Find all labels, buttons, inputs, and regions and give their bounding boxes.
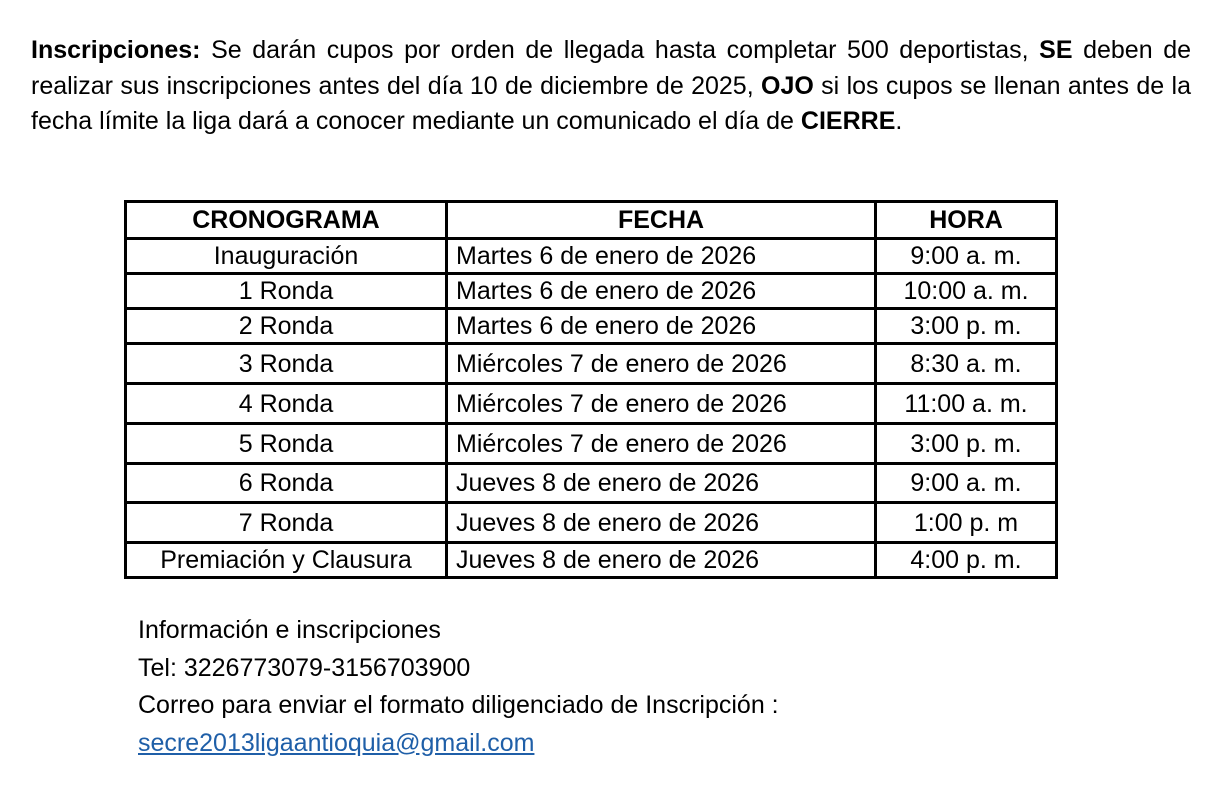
cell-cronograma: 1 Ronda	[126, 274, 447, 309]
cell-fecha: Jueves 8 de enero de 2026	[447, 464, 876, 503]
table-row	[126, 309, 1057, 344]
cell-fecha: Martes 6 de enero de 2026	[447, 239, 876, 274]
table-row	[126, 543, 1057, 578]
cell-hora: 3:00 p. m.	[876, 424, 1057, 464]
schedule-table	[124, 200, 1058, 579]
contact-info-title: Información e inscripciones	[138, 616, 441, 644]
registration-paragraph	[31, 33, 1191, 140]
label-se: SE	[1039, 36, 1073, 64]
table-row	[126, 274, 1057, 309]
contact-email-label: Correo para enviar el formato diligenciado de Inscripción :	[138, 691, 779, 719]
label-ojo: OJO	[761, 71, 814, 100]
table-row	[126, 464, 1057, 503]
intro-text-3: si los cupos se llenan antes de la fecha límite la liga dará a conocer mediante un comunicado el día de	[31, 71, 1191, 135]
contact-block	[138, 612, 779, 762]
cell-cronograma: Inauguración	[126, 239, 447, 274]
cell-hora: 10:00 a. m.	[876, 274, 1057, 309]
cell-hora: 4:00 p. m.	[876, 543, 1057, 578]
label-inscripciones: Inscripciones:	[31, 36, 201, 64]
cell-fecha: Martes 6 de enero de 2026	[447, 274, 876, 309]
cell-fecha: Miércoles 7 de enero de 2026	[447, 384, 876, 424]
schedule-header-row	[126, 202, 1057, 239]
cell-cronograma: 4 Ronda	[126, 384, 447, 424]
cell-cronograma: 6 Ronda	[126, 464, 447, 503]
cell-fecha: Miércoles 7 de enero de 2026	[447, 344, 876, 384]
header-cronograma: CRONOGRAMA	[126, 202, 447, 239]
table-row	[126, 424, 1057, 464]
header-fecha: FECHA	[447, 202, 876, 239]
table-row	[126, 503, 1057, 543]
table-row	[126, 344, 1057, 384]
cell-cronograma: 2 Ronda	[126, 309, 447, 344]
cell-fecha: Jueves 8 de enero de 2026	[447, 543, 876, 578]
intro-text-1: Se darán cupos por orden de llegada hasta completar 500 deportistas,	[200, 36, 1040, 64]
cell-fecha: Jueves 8 de enero de 2026	[447, 503, 876, 543]
label-cierre: CIERRE	[800, 107, 896, 135]
table-row	[126, 384, 1057, 424]
contact-phone: Tel: 3226773079-3156703900	[138, 653, 471, 682]
cell-hora: 3:00 p. m.	[876, 309, 1057, 344]
header-hora: HORA	[876, 202, 1057, 239]
intro-text-2: deben de realizar sus inscripciones antes del día 10 de diciembre de 2025,	[31, 36, 1191, 100]
cell-hora: 9:00 a. m.	[876, 464, 1057, 503]
cell-hora: 1:00 p. m	[876, 503, 1057, 543]
cell-hora: 8:30 a. m.	[876, 344, 1057, 384]
cell-hora: 11:00 a. m.	[876, 384, 1057, 424]
contact-email-link[interactable]: secre2013ligaantioquia@gmail.com	[138, 728, 535, 757]
cell-cronograma: 3 Ronda	[126, 344, 447, 384]
cell-cronograma: 7 Ronda	[126, 503, 447, 543]
cell-cronograma: Premiación y Clausura	[126, 543, 447, 578]
intro-text-4: .	[895, 107, 903, 135]
table-row	[126, 239, 1057, 274]
cell-hora: 9:00 a. m.	[876, 239, 1057, 274]
cell-cronograma: 5 Ronda	[126, 424, 447, 464]
cell-fecha: Miércoles 7 de enero de 2026	[447, 424, 876, 464]
cell-fecha: Martes 6 de enero de 2026	[447, 309, 876, 344]
